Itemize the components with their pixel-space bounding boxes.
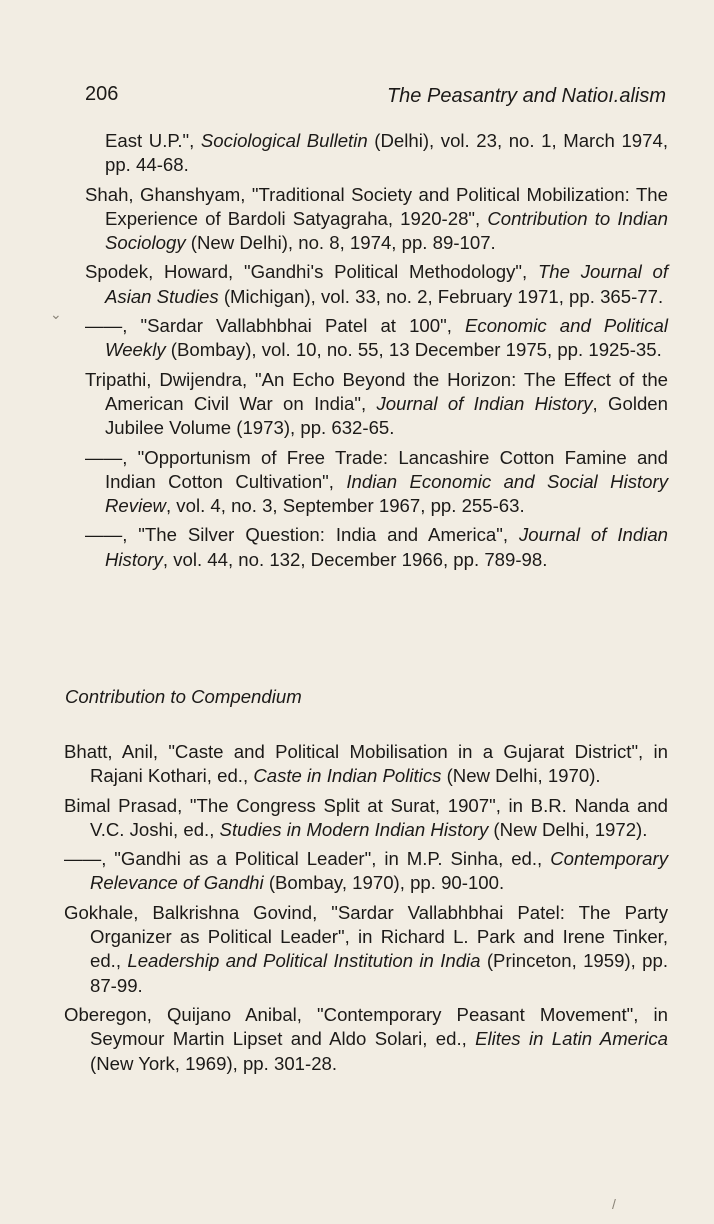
reference-text: (Princeton, 1959), pp. 87-99. [90, 950, 668, 996]
reference-entry [85, 183, 668, 256]
reference-entry [85, 368, 668, 441]
reference-text: (New York, 1969), pp. 301-28. [90, 1052, 338, 1074]
reference-text: ——, "Sardar Vallabhbhai Patel at 100", [85, 315, 465, 337]
reference-title: Caste in Indian Politics [253, 765, 442, 787]
reference-title: Journal of Indian History [376, 392, 593, 414]
reference-text: Oberegon, Quijano Anibal, "Contemporary Peasant Movement", in Seymour Martin Lipset and Aldo Solari, ed., [64, 1003, 668, 1050]
reference-text: Tripathi, Dwijendra, "An Echo Beyond the Horizon: The Effect of the American Civil War on India", [85, 368, 668, 414]
section-heading: Contribution to Compendium [65, 686, 302, 707]
reference-entry [64, 1003, 668, 1076]
reference-text: (New Delhi, 1972). [488, 818, 648, 840]
reference-entry [64, 794, 668, 843]
reference-text: , Golden Jubilee Volume (1973), pp. 632-65. [105, 392, 668, 439]
reference-entry [85, 129, 668, 178]
reference-title: Journal of Indian History [105, 524, 669, 570]
reference-text: ——, "Gandhi as a Political Leader", in M.P. Sinha, ed., [64, 848, 551, 870]
reference-text: (Bombay), vol. 10, no. 55, 13 December 1975, pp. 1925-35. [165, 339, 662, 361]
bibliography-list-top [85, 129, 668, 577]
reference-title: Leadership and Political Institution in India [127, 950, 481, 972]
reference-text: (Delhi), vol. 23, no. 1, March 1974, pp. 44-68. [105, 130, 668, 176]
running-head: The Peasantry and Natioı.alism [386, 85, 666, 107]
reference-text: Gokhale, Balkrishna Govind, "Sardar Vallabhbhai Patel: The Party Organizer as Political Leader", in Richard L. Park and Irene Tinker, ed., [64, 901, 668, 972]
reference-title: Economic and Political Weekly [105, 315, 668, 361]
margin-mark: / [612, 1196, 616, 1212]
reference-text: Bhatt, Anil, "Caste and Political Mobilisation in a Gujarat District", in Rajani Kothari, ed., [64, 741, 668, 787]
reference-entry [64, 901, 668, 998]
reference-title: Studies in Modern Indian History [219, 818, 489, 840]
reference-title: The Journal of Asian Studies [105, 261, 668, 307]
margin-mark: ⌄ [50, 306, 62, 322]
reference-text: ——, "Opportunism of Free Trade: Lancashire Cotton Famine and Indian Cotton Cultivation", [85, 446, 668, 492]
reference-text: Spodek, Howard, "Gandhi's Political Methodology", [85, 261, 538, 283]
reference-entry [85, 446, 668, 519]
reference-title: Indian Economic and Social History Review [105, 470, 668, 517]
reference-title: Sociological Bulletin [200, 130, 368, 151]
reference-entry [85, 314, 668, 363]
reference-text: , vol. 4, no. 3, September 1967, pp. 255-63. [165, 495, 525, 517]
page-number: 206 [85, 83, 119, 105]
reference-entry [64, 847, 668, 896]
reference-title: Contemporary Relevance of Gandhi [90, 848, 668, 894]
reference-title: Contribution to Indian Sociology [105, 207, 668, 254]
reference-text: (Michigan), vol. 33, no. 2, February 1971, pp. 365-77. [218, 285, 664, 307]
reference-text: , vol. 44, no. 132, December 1966, pp. 789-98. [162, 548, 548, 570]
reference-text: (New Delhi), no. 8, 1974, pp. 89-107. [185, 232, 496, 254]
reference-entry [85, 523, 668, 572]
reference-entry [85, 260, 668, 309]
reference-text: Shah, Ghanshyam, "Traditional Society and Political Mobilization: The Experience of Bardoli Satyagraha, 1920-28", [85, 183, 668, 229]
reference-text: ——, "The Silver Question: India and America", [85, 524, 519, 546]
reference-text: (New Delhi, 1970). [441, 765, 601, 787]
reference-title: Elites in Latin America [475, 1028, 668, 1050]
reference-entry [64, 740, 668, 789]
reference-text: East U.P.", [105, 130, 201, 151]
reference-text: Bimal Prasad, "The Congress Split at Surat, 1907", in B.R. Nanda and V.C. Joshi, ed., [64, 794, 668, 840]
bibliography-list-compendium [64, 740, 668, 1081]
reference-text: (Bombay, 1970), pp. 90-100. [263, 872, 505, 894]
